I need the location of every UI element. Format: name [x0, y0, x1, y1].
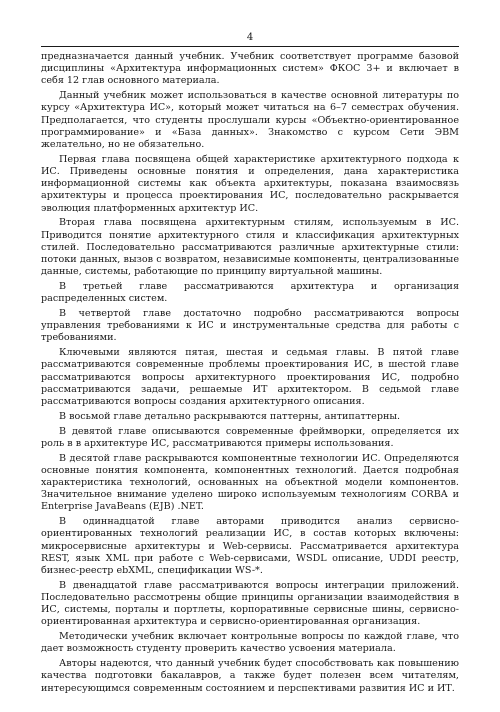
paragraph-closing: Авторы надеются, что данный учебник будет способствовать как повышению качества подготовки бакалавров, а также будет полезен всем читателям, интересующимся современным состоянием и перспективами развития ИС и ИТ.: [41, 658, 459, 694]
paragraph-methodology: Методически учебник включает контрольные вопросы по каждой главе, что дает возможность студенту проверить качество усвоения материала.: [41, 631, 459, 655]
paragraph-chapter-1: Первая глава посвящена общей характеристике архитектурного подхода к ИС. Приведены основные понятия и определения, дана характеристика информационной системы как объекта архитектуры, показана взаимосвязь архитектуры и процесса проектирования ИС, последовательно раскрывается эволюция платформенных архитектур ИС.: [41, 153, 459, 214]
paragraph-continuation: предназначается данный учебник. Учебник соответствует программе базовой дисциплины «Архитектура информационных систем» ФКОС 3+ и включает в себя 12 глав основного материала.: [41, 51, 459, 87]
paragraph-chapter-10: В десятой главе раскрываются компонентные технологии ИС. Определяются основные понятия компонента, компонентных технологий. Дается подробная характеристика технологий, основанных на объектной модели компонентов. Значительное внимание уделено широко используемым технологиям CORBA и Enterprise JavaBeans (EJB) .NET.: [41, 452, 459, 513]
header-rule: [41, 46, 459, 47]
paragraph-chapters-5-7: Ключевыми являются пятая, шестая и седьмая главы. В пятой главе рассматриваются современные проблемы проектирования ИС, в шестой главе рассматриваются вопросы архитектурного проектирования ИС, подробно рассматриваются задачи, решаемые ИТ архитектором. В седьмой главе рассматриваются вопросы создания архитектурного описания.: [41, 347, 459, 408]
paragraph-chapter-11: В одиннадцатой главе авторами приводится анализ сервисно-ориентированных технологий реализации ИС, в состав которых включены: микросервисные архитектуры и Web-сервисы. Рассматривается архитектура REST, язык XML при работе с Web-сервисами, WSDL описание, UDDI реестр, бизнес-реестр ebXML, спецификации WS-*.: [41, 516, 459, 577]
paragraph-chapter-2: Вторая глава посвящена архитектурным стилям, используемым в ИС. Приводится понятие архитектурного стиля и классификация архитектурных стилей. Последовательно рассматриваются различные архитектурные стили: потоки данных, вызов с возвратом, независимые компоненты, централизованные данные, системы, работающие по принципу виртуальной машины.: [41, 217, 459, 278]
page-number: 4: [246, 32, 254, 43]
page-body: [41, 51, 459, 697]
paragraph-chapter-8: В восьмой главе детально раскрываются паттерны, антипаттерны.: [59, 410, 401, 422]
paragraph-usage: Данный учебник может использоваться в качестве основной литературы по курсу «Архитектура ИС», который может читаться на 6–7 семестрах обучения. Предполагается, что студенты прослушали курсы «Объектно-ориентированное программирование» и «База данных». Знакомство с курсом Сети ЭВМ желательно, но не обязательно.: [41, 90, 459, 151]
paragraph-chapter-4: В четвертой главе достаточно подробно рассматриваются вопросы управления требованиями к ИС и инструментальные средства для работы с требованиями.: [41, 308, 459, 344]
paragraph-chapter-12: В двенадцатой главе рассматриваются вопросы интеграции приложений. Последовательно рассмотрены общие принципы организации взаимодействия в ИС, системы, порталы и портлеты, корпоративные сервисные шины, сервисно-ориентированная архитектура и сервисно-ориентированная организация.: [41, 579, 459, 628]
paragraph-chapter-9: В девятой главе описываются современные фреймворки, определяется их роль в в архитектуре ИС, рассматриваются примеры использования.: [41, 425, 459, 449]
paragraph-chapter-3: В третьей главе рассматриваются архитектура и организация распределенных систем.: [41, 281, 459, 305]
